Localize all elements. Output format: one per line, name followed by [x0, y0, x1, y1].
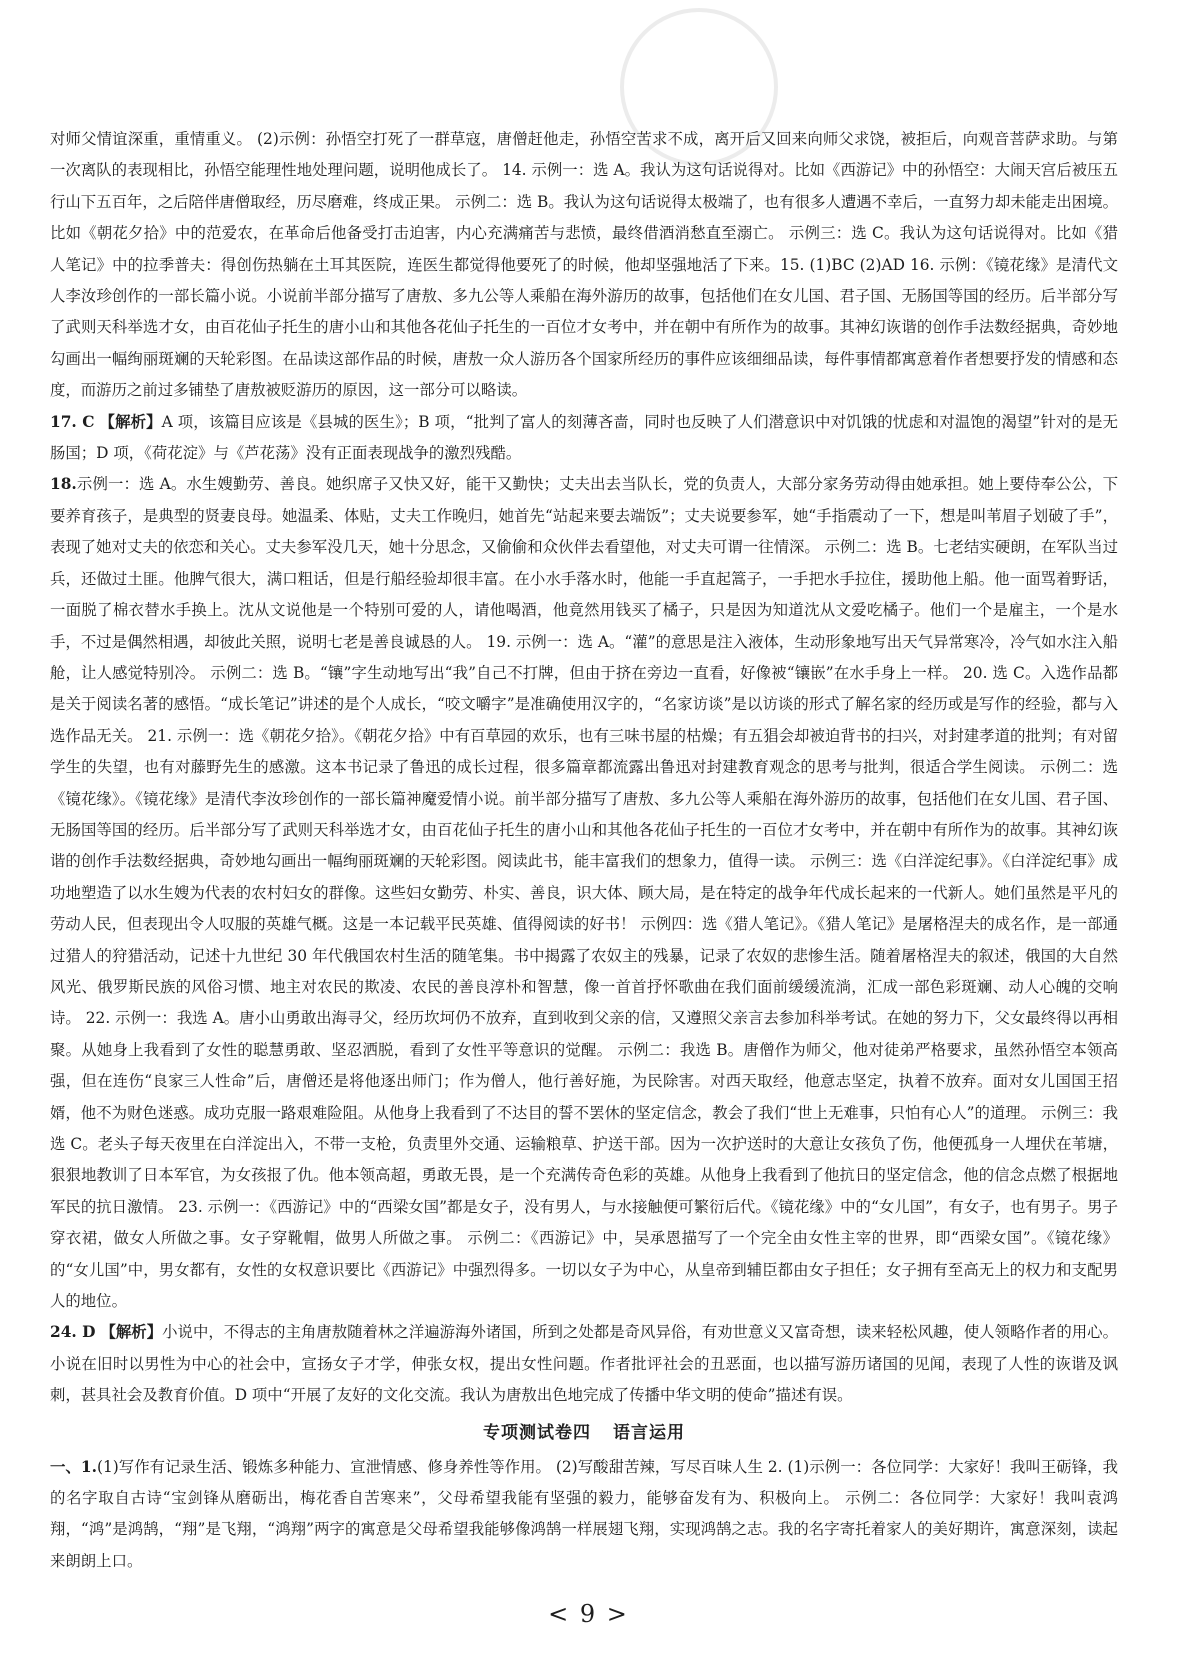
answer-paragraph-section4 — [50, 1452, 1118, 1578]
page-number: < 9 > — [548, 1600, 629, 1628]
question-number: 18. — [50, 475, 77, 494]
question-number: 24. D — [50, 1323, 96, 1342]
analysis-tag: 【解析】 — [100, 1323, 163, 1342]
paragraph-text: 小说中，不得志的主角唐敖随着林之洋遍游海外诸国，所到之处都是奇风异俗，有劝世意义又富奇想，读来轻松风趣，使人领略作者的用心。小说在旧时以男性为中心的社会中，宣扬女子才学，伸张女权，提出女性问题。作者批评社会的丑恶面，也以描写游历诸国的见闻，表现了人性的诙谐及讽刺，甚具社会及教育价值。D 项中“开展了友好的文化交流。我认为唐敖出色地完成了传播中华文明的使命”描述有误。 — [50, 1323, 1118, 1405]
analysis-tag: 【解析】 — [99, 412, 162, 431]
section-title: 专项测试卷四 — [483, 1422, 591, 1443]
answer-paragraph-13-16 — [50, 124, 1118, 407]
answer-paragraph-18-23 — [50, 469, 1118, 1317]
answer-paragraph-24 — [50, 1317, 1118, 1411]
section-heading — [50, 1416, 1118, 1450]
section-subtitle: 语言运用 — [613, 1422, 685, 1443]
paragraph-text: (1)写作有记录生活、锻炼多种能力、宣泄情感、修身养性等作用。 (2)写酸甜苦辣，写尽百味人生 2. (1)示例一：各位同学：大家好！我叫王砺锋，我的名字取自古诗“宝剑锋从磨砺出，梅花香自苦寒来”，父母希望我能有坚强的毅力，能够奋发有为、积极向上。 示例二：各位同学：大家好！我叫袁鸿翔，“鸿”是鸿鹄，“翔”是飞翔，“鸿翔”两字的寓意是父母希望我能够像鸿鹄一样展翅飞翔，实现鸿鹄之志。我的名字寄托着家人的美好期许，寓意深刻，读起来朗朗上口。 — [50, 1457, 1118, 1570]
paragraph-text: 示例一：选 A。水生嫂勤劳、善良。她织席子又快又好，能干又勤快；丈夫出去当队长，党的负责人，大部分家务劳动得由她承担。她上要侍奉公公，下要养育孩子，是典型的贤妻良母。她温柔、体贴，丈夫工作晚归，她首先“站起来要去端饭”；丈夫说要参军，她“手指震动了一下，想是叫苇眉子划破了手”，表现了她对丈夫的依恋和关心。丈夫参军没几天，她十分思念，又偷偷和众伙伴去看望他，对丈夫可谓一往情深。 示例二：选 B。七老结实硬朗，在军队当过兵，还做过土匪。他脾气很大，满口粗话，但是行船经验却很丰富。在小水手落水时，他能一手直起篙子，一手把水手拉住，援助他上船。他一面骂着野话，一面脱了棉衣替水手换上。沈从文说他是一个特别可爱的人，请他喝酒，他竟然用钱买了橘子，只是因为知道沈从文爱吃橘子。他们一个是雇主，一个是水手，不过是偶然相遇，却彼此关照，说明七老是善良诚恳的人。 19. 示例一：选 A。“灌”的意思是注入液体，生动形象地写出天气异常寒冷，冷气如水注入船舱，让人感觉特别冷。 示例二：选 B。“镶”字生动地写出“我”自己不打牌，但由于挤在旁边一直看，好像被“镶嵌”在水手身上一样。 20. 选 C。入选作品都是关于阅读名著的感悟。“成长笔记”讲述的是个人成长，“咬文嚼字”是准确使用汉字的，“名家访谈”是以访谈的形式了解名家的经历或是写作的经验，都与入选作品无关。 21. 示例一：选《朝花夕拾》。《朝花夕拾》中有百草园的欢乐，也有三味书屋的枯燥；有五猖会却被迫背书的扫兴，对封建孝道的批判；有对留学生的失望，也有对藤野先生的感激。这本书记录了鲁迅的成长过程，很多篇章都流露出鲁迅对封建教育观念的思考与批判，很适合学生阅读。 示例二：选《镜花缘》。《镜花缘》是清代李汝珍创作的一部长篇神魔爱情小说。前半部分描写了唐敖、多九公等人乘船在海外游历的故事，包括他们在女儿国、君子国、无肠国等国的经历。后半部分写了武则天科举选才女，由百花仙子托生的唐小山和其他各花仙子托生的一百位才女考中，并在朝中有所作为的故事。其神幻诙谐的创作手法数经据典，奇妙地勾画出一幅绚丽斑斓的天轮彩图。阅读此书，能丰富我们的想象力，值得一读。 示例三：选《白洋淀纪事》。《白洋淀纪事》成功地塑造了以水生嫂为代表的农村妇女的群像。这些妇女勤劳、朴实、善良，识大体、顾大局，是在特定的战争年代成长起来的一代新人。她们虽然是平凡的劳动人民，但表现出令人叹服的英雄气概。这是一本记载平民英雄、值得阅读的好书！ 示例四：选《猎人笔记》。《猎人笔记》是屠格涅夫的成名作，是一部通过猎人的狩猎活动，记述十九世纪 30 年代俄国农村生活的随笔集。书中揭露了农奴主的残暴，记录了农奴的悲惨生活。随着屠格涅夫的叙述，俄国的大自然风光、俄罗斯民族的风俗习惯、地主对农民的欺凌、农民的善良淳朴和智慧，像一首首抒怀歌曲在我们面前缓缓流淌，汇成一部色彩斑斓、动人心魄的交响诗。 22. 示例一：我选 A。唐小山勇敢出海寻父，经历坎坷仍不放弃，直到收到父亲的信，又遵照父亲言去参加科举考试。在她的努力下，父女最终得以再相聚。从她身上我看到了女性的聪慧勇敢、坚忍洒脱，看到了女性平等意识的觉醒。 示例二：我选 B。唐僧作为师父，他对徒弟严格要求，虽然孙悟空本领高强，但在连伤“良家三人性命”后，唐僧还是将他逐出师门；作为僧人，他行善好施，为民除害。对西天取经，他意志坚定，执着不放弃。面对女儿国国王招婿，他不为财色迷惑。成功克服一路艰难险阻。从他身上我看到了不达目的誓不罢休的坚定信念，教会了我们“世上无难事，只怕有心人”的道理。 示例三：我选 C。老头子每天夜里在白洋淀出入，不带一支枪，负责里外交通、运输粮草、护送干部。因为一次护送时的大意让女孩负了伤，他便孤身一人埋伏在苇塘，狠狠地教训了日本军官，为女孩报了仇。他本领高超，勇敢无畏，是一个充满传奇色彩的英雄。从他身上我看到了他抗日的坚定信念，他的信念点燃了根据地军民的抗日激情。 23. 示例一：《西游记》中的“西梁女国”都是女子，没有男人，与水接触便可繁衍后代。《镜花缘》中的“女儿国”，有女子，也有男子。男子穿衣裙，做女人所做之事。女子穿靴帽，做男人所做之事。 示例二：《西游记》中，吴承恩描写了一个完全由女性主宰的世界，即“西梁女国”。《镜花缘》的“女儿国”中，男女都有，女性的女权意识要比《西游记》中强烈得多。一切以女子为中心，从皇帝到辅臣都由女子担任；女子拥有至高无上的权力和支配男人的地位。 — [50, 475, 1118, 1311]
paragraph-text: 对师父情谊深重，重情重义。 (2)示例：孙悟空打死了一群草寇，唐僧赶他走，孙悟空苦求不成，离开后又回来向师父求饶，被拒后，向观音菩萨求助。与第一次离队的表现相比，孙悟空能理性地处理问题，说明他成长了。 14. 示例一：选 A。我认为这句话说得对。比如《西游记》中的孙悟空：大闹天宫后被压五行山下五百年，之后陪伴唐僧取经，历尽磨难，终成正果。 示例二：选 B。我认为这句话说得太极端了，也有很多人遭遇不幸后，一直努力却未能走出困境。比如《朝花夕拾》中的范爱农，在革命后他备受打击迫害，内心充满痛苦与悲愤，最终借酒消愁直至溺亡。 示例三：选 C。我认为这句话说得对。比如《猎人笔记》中的拉季普夫：得创伤热躺在土耳其医院，连医生都觉得他要死了的时候，他却坚强地活了下来。15. (1)BC (2)AD 16. 示例：《镜花缘》是清代文人李汝珍创作的一部长篇小说。小说前半部分描写了唐敖、多九公等人乘船在海外游历的故事，包括他们在女儿国、君子国、无肠国等国的经历。后半部分写了武则天科举选才女，由百花仙子托生的唐小山和其他各花仙子托生的一百位才女考中，并在朝中有所作为的故事。其神幻诙谐的创作手法数经据典，奇妙地勾画出一幅绚丽斑斓的天轮彩图。在品读这部作品的时候，唐敖一众人游历各个国家所经历的事件应该细细品读，每件事情都寓意着作者想要抒发的情感和态度，而游历之前过多铺垫了唐敖被贬游历的原因，这一部分可以略读。 — [50, 130, 1118, 400]
question-number: 17. C — [50, 412, 95, 431]
answer-page — [50, 124, 1118, 1577]
question-number: 一、1. — [50, 1457, 97, 1476]
paragraph-text: A 项，该篇目应该是《县城的医生》；B 项，“批判了富人的刻薄吝啬，同时也反映了人们潜意识中对饥饿的忧虑和对温饱的渴望”针对的是无肠国；D 项，《荷花淀》与《芦花荡》没有正面表现战争的激烈残酷。 — [50, 412, 1118, 463]
answer-paragraph-17 — [50, 407, 1118, 470]
